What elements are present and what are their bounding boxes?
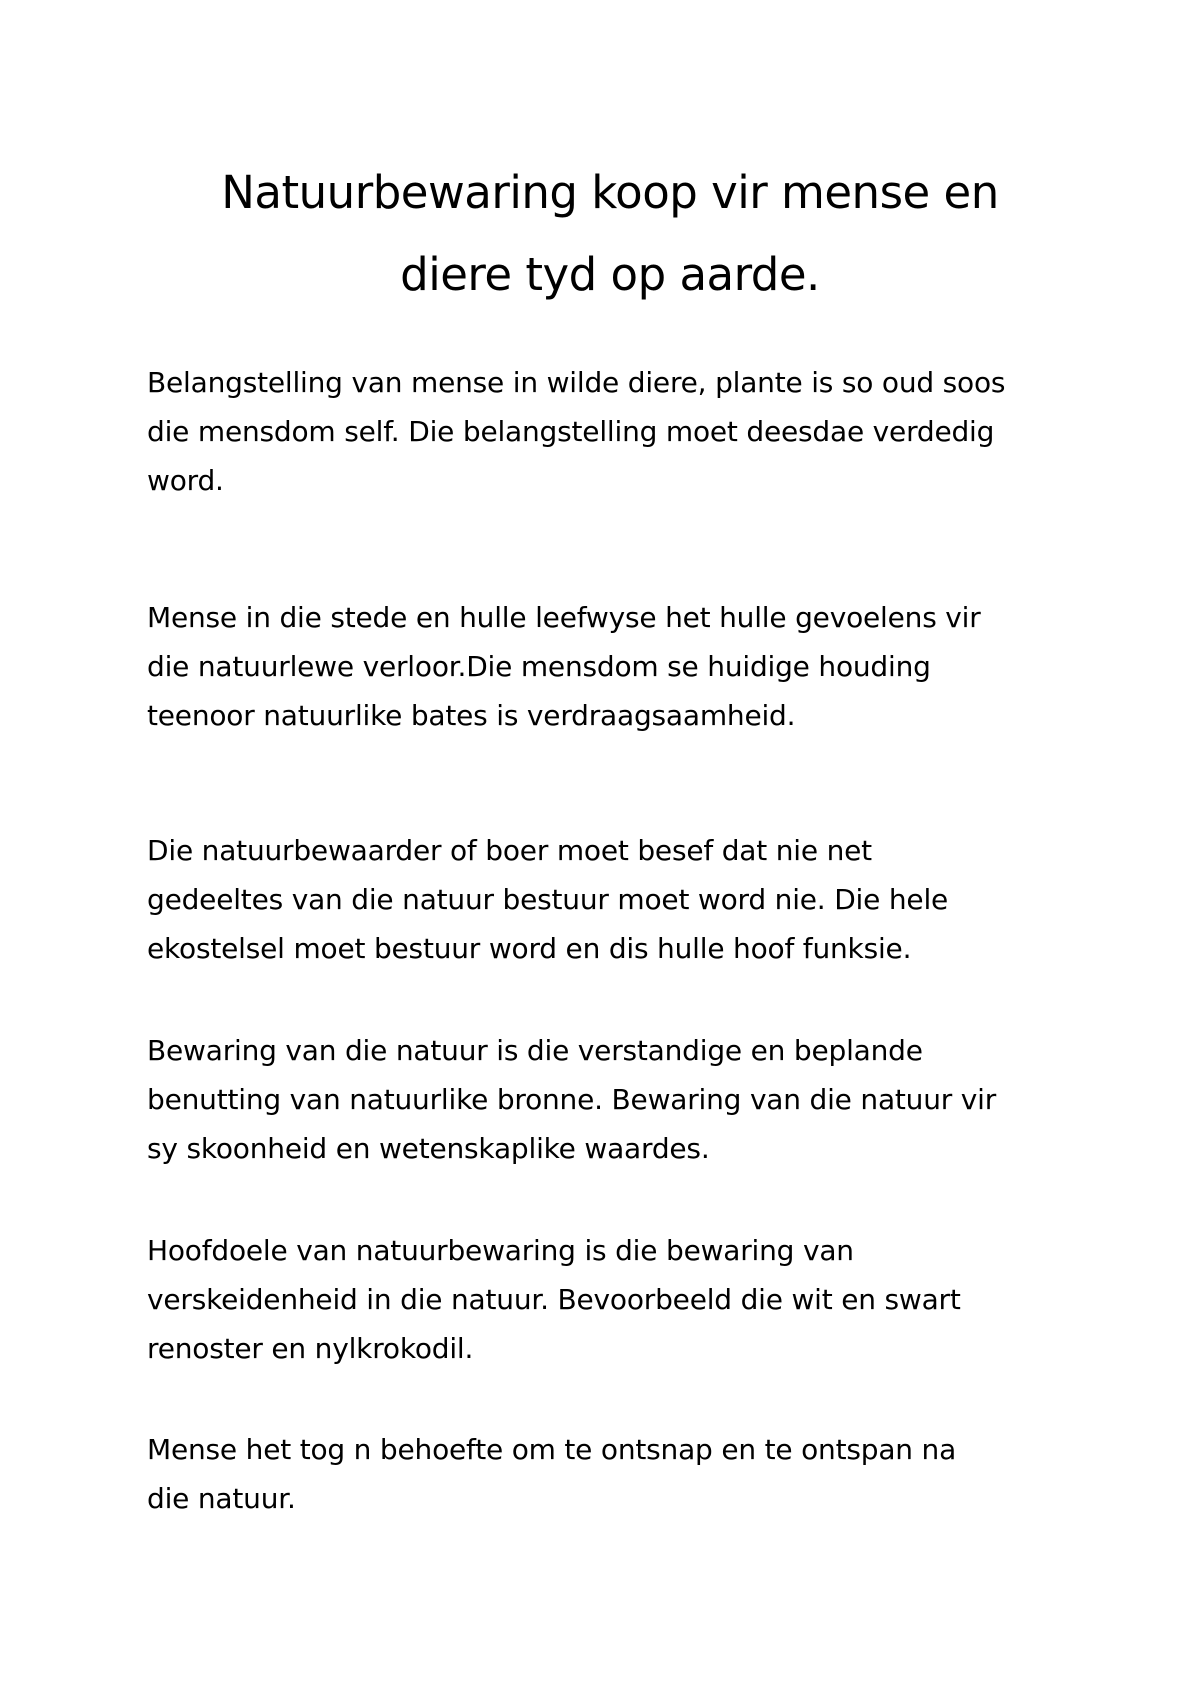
paragraph-interest-in-wildlife: Belangstelling van mense in wilde diere, plante is so oud soos die mensdom self. Die belangstelling moet deesdae verdedig word.	[147, 366, 1006, 497]
paragraph-definition-conservation: Bewaring van die natuur is die verstandige en beplande benutting van natuurlike bronne. Bewaring van die natuur vir sy skoonheid en wetenskaplike waardes.	[147, 1034, 997, 1165]
paragraph-main-goals: Hoofdoele van natuurbewaring is die bewaring van verskeidenheid in die natuur. Bevoorbeeld die wit en swart renoster en nylkrokodil.	[147, 1234, 961, 1365]
paragraph-city-dwellers: Mense in die stede en hulle leefwyse het hulle gevoelens vir die natuurlewe verloor.Die mensdom se huidige houding teenoor natuurlike bates is verdraagsaamheid.	[147, 601, 981, 732]
paragraph-conservator-role: Die natuurbewaarder of boer moet besef dat nie net gedeeltes van die natuur bestuur moet word nie. Die hele ekostelsel moet bestuur word en dis hulle hoof funksie.	[147, 834, 949, 965]
document-title: Natuurbewaring koop vir mense en diere tyd op aarde.	[221, 166, 999, 301]
paragraph-need-to-escape: Mense het tog n behoefte om te ontsnap en te ontspan na die natuur.	[147, 1433, 957, 1515]
